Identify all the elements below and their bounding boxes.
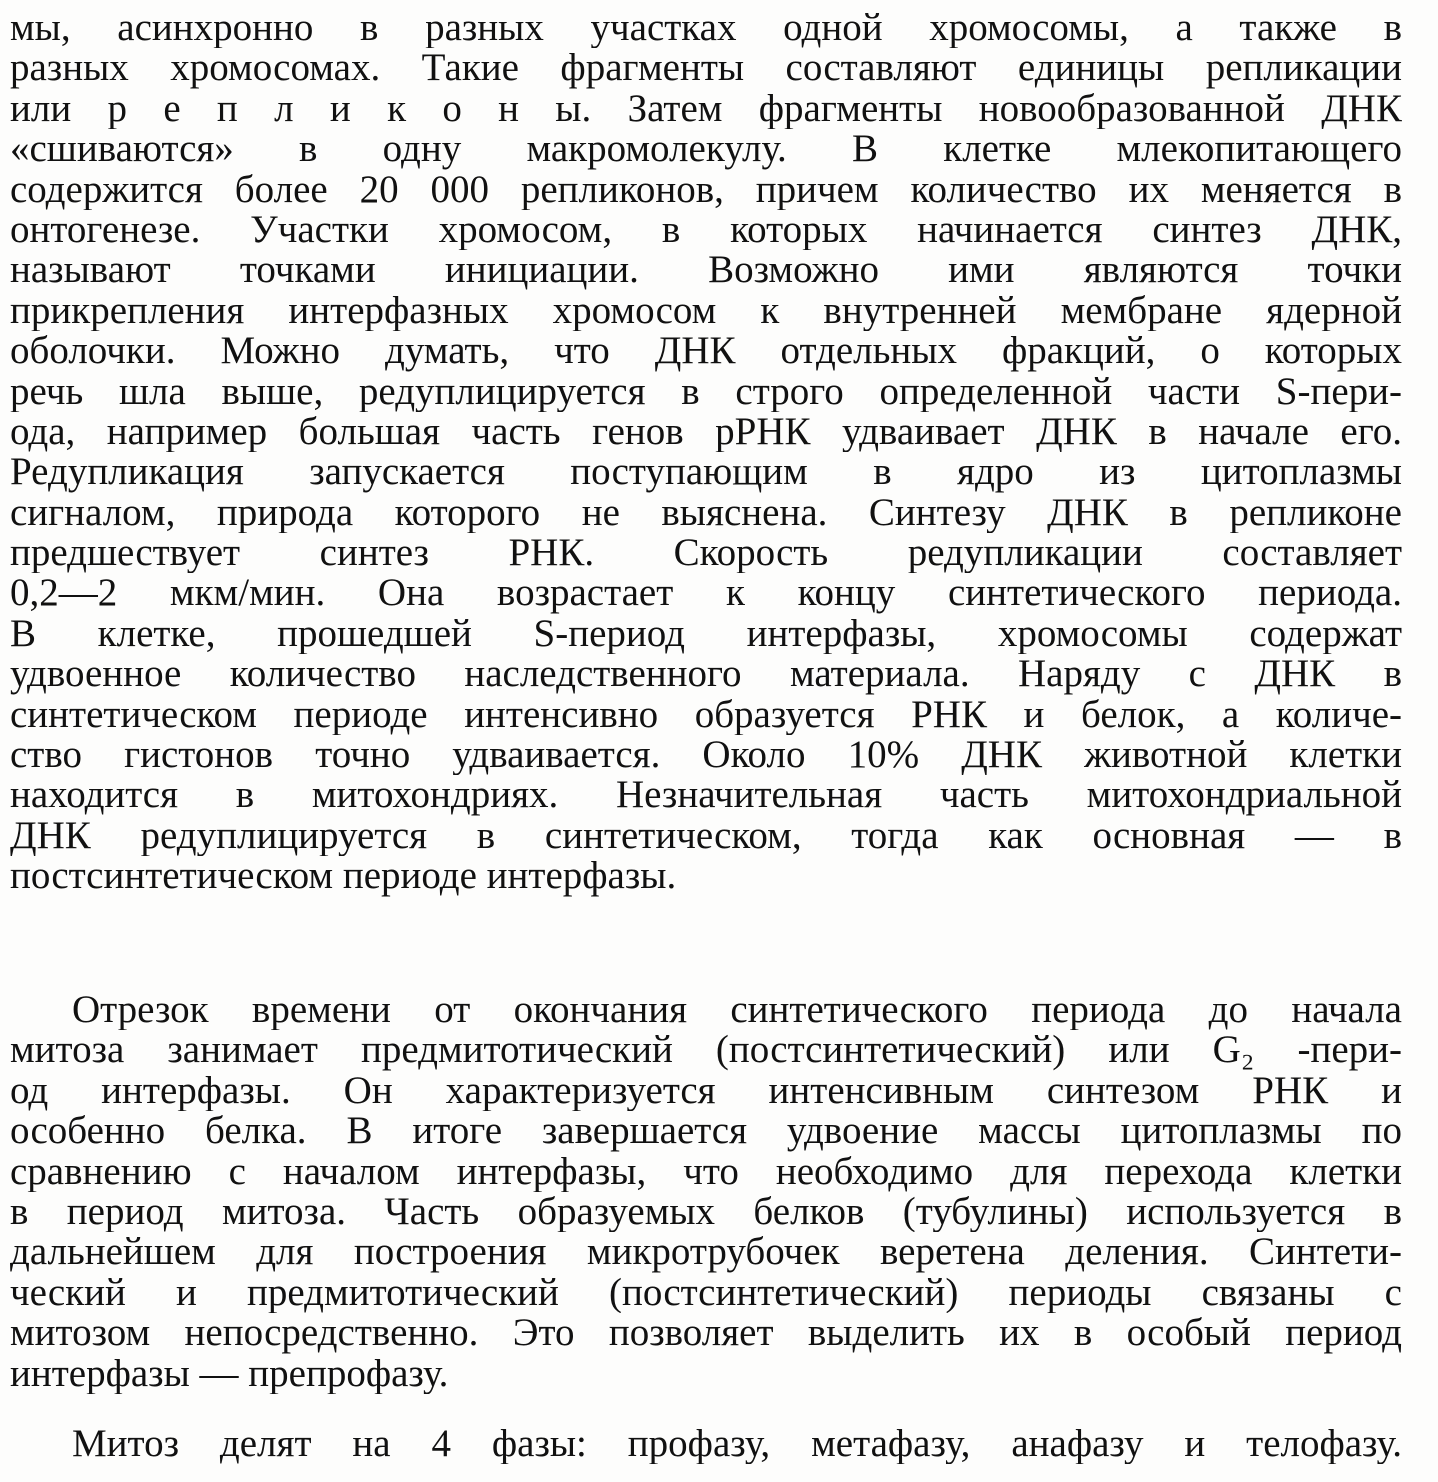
text-line: дальнейшем для построения микротрубочек веретена деления. Синтети- [10,1232,1402,1273]
text-line: содержится более 20 000 репликонов, причем количество их меняется в [10,169,1402,210]
text-line: предшествует синтез РНК. Скорость редупликации составляет [10,533,1402,574]
text-line: оболочки. Можно думать, что ДНК отдельных фракций, о которых [10,331,1402,372]
paragraph-premitotic-period [10,990,1402,1394]
text-line: митоза занимает предмитотический (постсинтетический) или G₂ -пери- [10,1030,1402,1071]
text-line: в период митоза. Часть образуемых белков (тубулины) используется в [10,1191,1402,1233]
text-line: «сшиваются» в одну макромолекулу. В клетке млекопитающего [10,129,1402,170]
text-line: мы, асинхронно в разных участках одной хромосомы, а также в [10,8,1402,49]
text-line: находится в митохондриях. Незначительная часть митохондриальной [10,775,1402,816]
text-line: разных хромосомах. Такие фрагменты составляют единицы репликации [10,48,1402,89]
text-line: митозом непосредственно. Это позволяет выделить их в особый период [10,1313,1402,1354]
text-line: ода, например большая часть генов рРНК удваивает ДНК в начале его. [10,411,1402,453]
text-line: интерфазы — препрофазу. [10,1353,449,1394]
text-line: ДНК редуплицируется в синтетическом, тогда как основная — в [10,815,1402,857]
text-line: синтетическом периоде интенсивно образуется РНК и белок, а количе- [10,694,1402,736]
text-line: ство гистонов точно удваивается. Около 10% ДНК животной клетки [10,735,1402,776]
text-line: или р е п л и к о н ы. Затем фрагменты новообразованной ДНК [10,88,1402,130]
text-line: удвоенное количество наследственного материала. Наряду с ДНК в [10,654,1402,695]
text-line: Редупликация запускается поступающим в ядро из цитоплазмы [10,452,1402,493]
text-line: од интерфазы. Он характеризуется интенсивным синтезом РНК и [10,1070,1402,1112]
text-line: речь шла выше, редуплицируется в строго определенной части S-пери- [10,371,1402,412]
text-line: Митоз делят на 4 фазы: профазу, метафазу, анафазу и телофазу. [72,1424,1402,1465]
text-line: сравнению с началом интерфазы, что необходимо для перехода клетки [10,1151,1402,1192]
text-line: ческий и предмитотический (постсинтетический) периоды связаны с [10,1272,1402,1314]
text-line: называют точками инициации. Возможно ими являются точки [10,250,1402,291]
text-line: сигналом, природа которого не выяснена. Синтезу ДНК в репликоне [10,492,1402,534]
text-line: постсинтетическом периоде интерфазы. [10,856,677,897]
text-line: онтогенезе. Участки хромосом, в которых начинается синтез ДНК, [10,209,1402,251]
paragraph-mitosis-phases [10,1424,1402,1464]
text-line: 0,2—2 мкм/мин. Она возрастает к концу синтетического периода. [10,573,1402,614]
text-line: прикрепления интерфазных хромосом к внутренней мембране ядерной [10,290,1402,332]
text-line: Отрезок времени от окончания синтетического периода до начала [72,990,1402,1031]
text-line: В клетке, прошедшей S-период интерфазы, хромосомы содержат [10,613,1402,655]
text-line: особенно белка. В итоге завершается удвоение массы цитоплазмы по [10,1111,1402,1152]
paragraph-replication [10,8,1402,897]
